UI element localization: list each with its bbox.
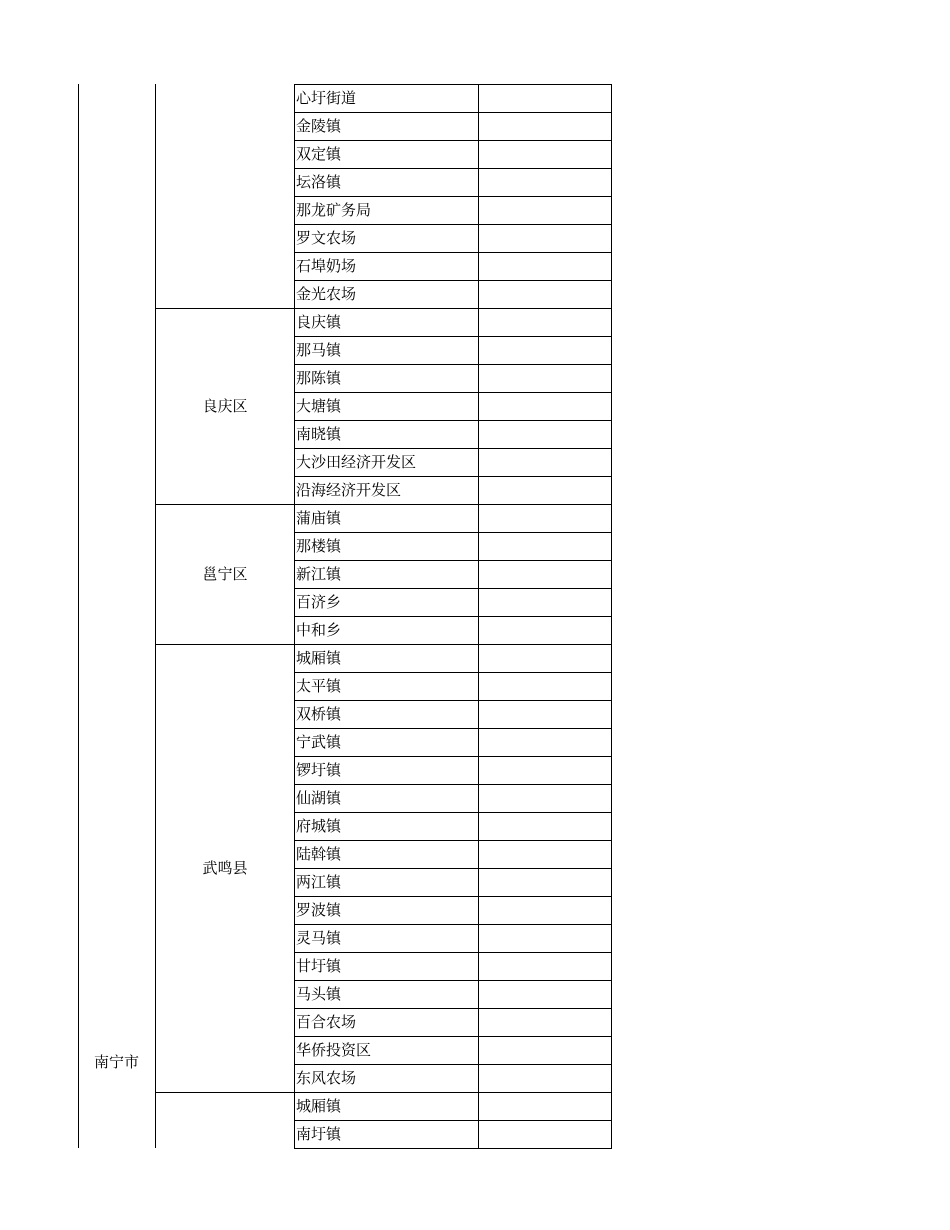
value-cell[interactable]: [479, 925, 611, 952]
town-name-cell: 那楼镇: [296, 537, 342, 555]
town-name-cell: 双定镇: [296, 145, 342, 163]
town-name-cell: 华侨投资区: [296, 1041, 372, 1059]
value-cell[interactable]: [479, 505, 611, 532]
value-cell[interactable]: [479, 1121, 611, 1148]
value-cell[interactable]: [479, 113, 611, 140]
value-cell[interactable]: [479, 757, 611, 784]
value-cell[interactable]: [479, 225, 611, 252]
town-name-cell: 府城镇: [296, 817, 342, 835]
value-cell[interactable]: [479, 617, 611, 644]
town-name-cell: 仙湖镇: [296, 789, 342, 807]
town-name-cell: 灵马镇: [296, 929, 342, 947]
value-cell[interactable]: [479, 813, 611, 840]
value-cell[interactable]: [479, 1009, 611, 1036]
town-name-cell: 那马镇: [296, 341, 342, 359]
town-name-cell: 百合农场: [296, 1013, 357, 1031]
value-cell[interactable]: [479, 449, 611, 476]
town-name-cell: 心圩街道: [296, 89, 357, 107]
value-cell[interactable]: [479, 281, 611, 308]
grid-hline: [155, 504, 295, 505]
value-cell[interactable]: [479, 477, 611, 504]
town-name-cell: 新江镇: [296, 565, 342, 583]
town-name-cell: 那龙矿务局: [296, 201, 372, 219]
grid-hline: [294, 1148, 612, 1149]
city-name-cell: 南宁市: [93, 1053, 139, 1071]
value-cell[interactable]: [479, 169, 611, 196]
value-cell[interactable]: [479, 869, 611, 896]
town-name-cell: 罗波镇: [296, 901, 342, 919]
town-name-cell: 大沙田经济开发区: [296, 453, 417, 471]
value-cell[interactable]: [479, 141, 611, 168]
town-name-cell: 中和乡: [296, 621, 342, 639]
town-name-cell: 城厢镇: [296, 649, 342, 667]
town-name-cell: 大塘镇: [296, 397, 342, 415]
town-name-cell: 那陈镇: [296, 369, 342, 387]
value-cell[interactable]: [479, 561, 611, 588]
value-cell[interactable]: [479, 421, 611, 448]
grid-vline: [155, 84, 156, 1148]
town-name-cell: 马头镇: [296, 985, 342, 1003]
grid-hline: [155, 644, 295, 645]
value-cell[interactable]: [479, 197, 611, 224]
grid-hline: [155, 308, 295, 309]
town-name-cell: 甘圩镇: [296, 957, 342, 975]
value-cell[interactable]: [479, 645, 611, 672]
value-cell[interactable]: [479, 309, 611, 336]
town-name-cell: 沿海经济开发区: [296, 481, 402, 499]
town-name-cell: 百济乡: [296, 593, 342, 611]
town-name-cell: 宁武镇: [296, 733, 342, 751]
value-cell[interactable]: [479, 897, 611, 924]
value-cell[interactable]: [479, 981, 611, 1008]
town-name-cell: 东风农场: [296, 1069, 357, 1087]
value-cell[interactable]: [479, 1065, 611, 1092]
town-name-cell: 蒲庙镇: [296, 509, 342, 527]
value-cell[interactable]: [479, 337, 611, 364]
value-cell[interactable]: [479, 1037, 611, 1064]
grid-vline: [78, 84, 79, 1148]
value-cell[interactable]: [479, 1093, 611, 1120]
town-name-cell: 金陵镇: [296, 117, 342, 135]
town-name-cell: 锣圩镇: [296, 761, 342, 779]
town-name-cell: 太平镇: [296, 677, 342, 695]
town-name-cell: 双桥镇: [296, 705, 342, 723]
value-cell[interactable]: [479, 673, 611, 700]
town-name-cell: 两江镇: [296, 873, 342, 891]
district-name-cell: 邕宁区: [202, 565, 248, 583]
town-name-cell: 陆斡镇: [296, 845, 342, 863]
town-name-cell: 南晓镇: [296, 425, 342, 443]
value-cell[interactable]: [479, 953, 611, 980]
town-name-cell: 金光农场: [296, 285, 357, 303]
value-cell[interactable]: [479, 841, 611, 868]
town-name-cell: 坛洛镇: [296, 173, 342, 191]
value-cell[interactable]: [479, 589, 611, 616]
district-name-cell: 武鸣县: [202, 859, 248, 877]
value-cell[interactable]: [479, 785, 611, 812]
town-name-cell: 良庆镇: [296, 313, 342, 331]
value-cell[interactable]: [479, 729, 611, 756]
town-name-cell: 城厢镇: [296, 1097, 342, 1115]
value-cell[interactable]: [479, 533, 611, 560]
town-name-cell: 罗文农场: [296, 229, 357, 247]
town-name-cell: 石埠奶场: [296, 257, 357, 275]
district-name-cell: 良庆区: [202, 397, 248, 415]
value-cell[interactable]: [479, 253, 611, 280]
value-cell[interactable]: [479, 365, 611, 392]
value-cell[interactable]: [479, 701, 611, 728]
value-cell[interactable]: [479, 393, 611, 420]
town-name-cell: 南圩镇: [296, 1125, 342, 1143]
grid-hline: [155, 1092, 295, 1093]
value-cell[interactable]: [479, 85, 611, 112]
